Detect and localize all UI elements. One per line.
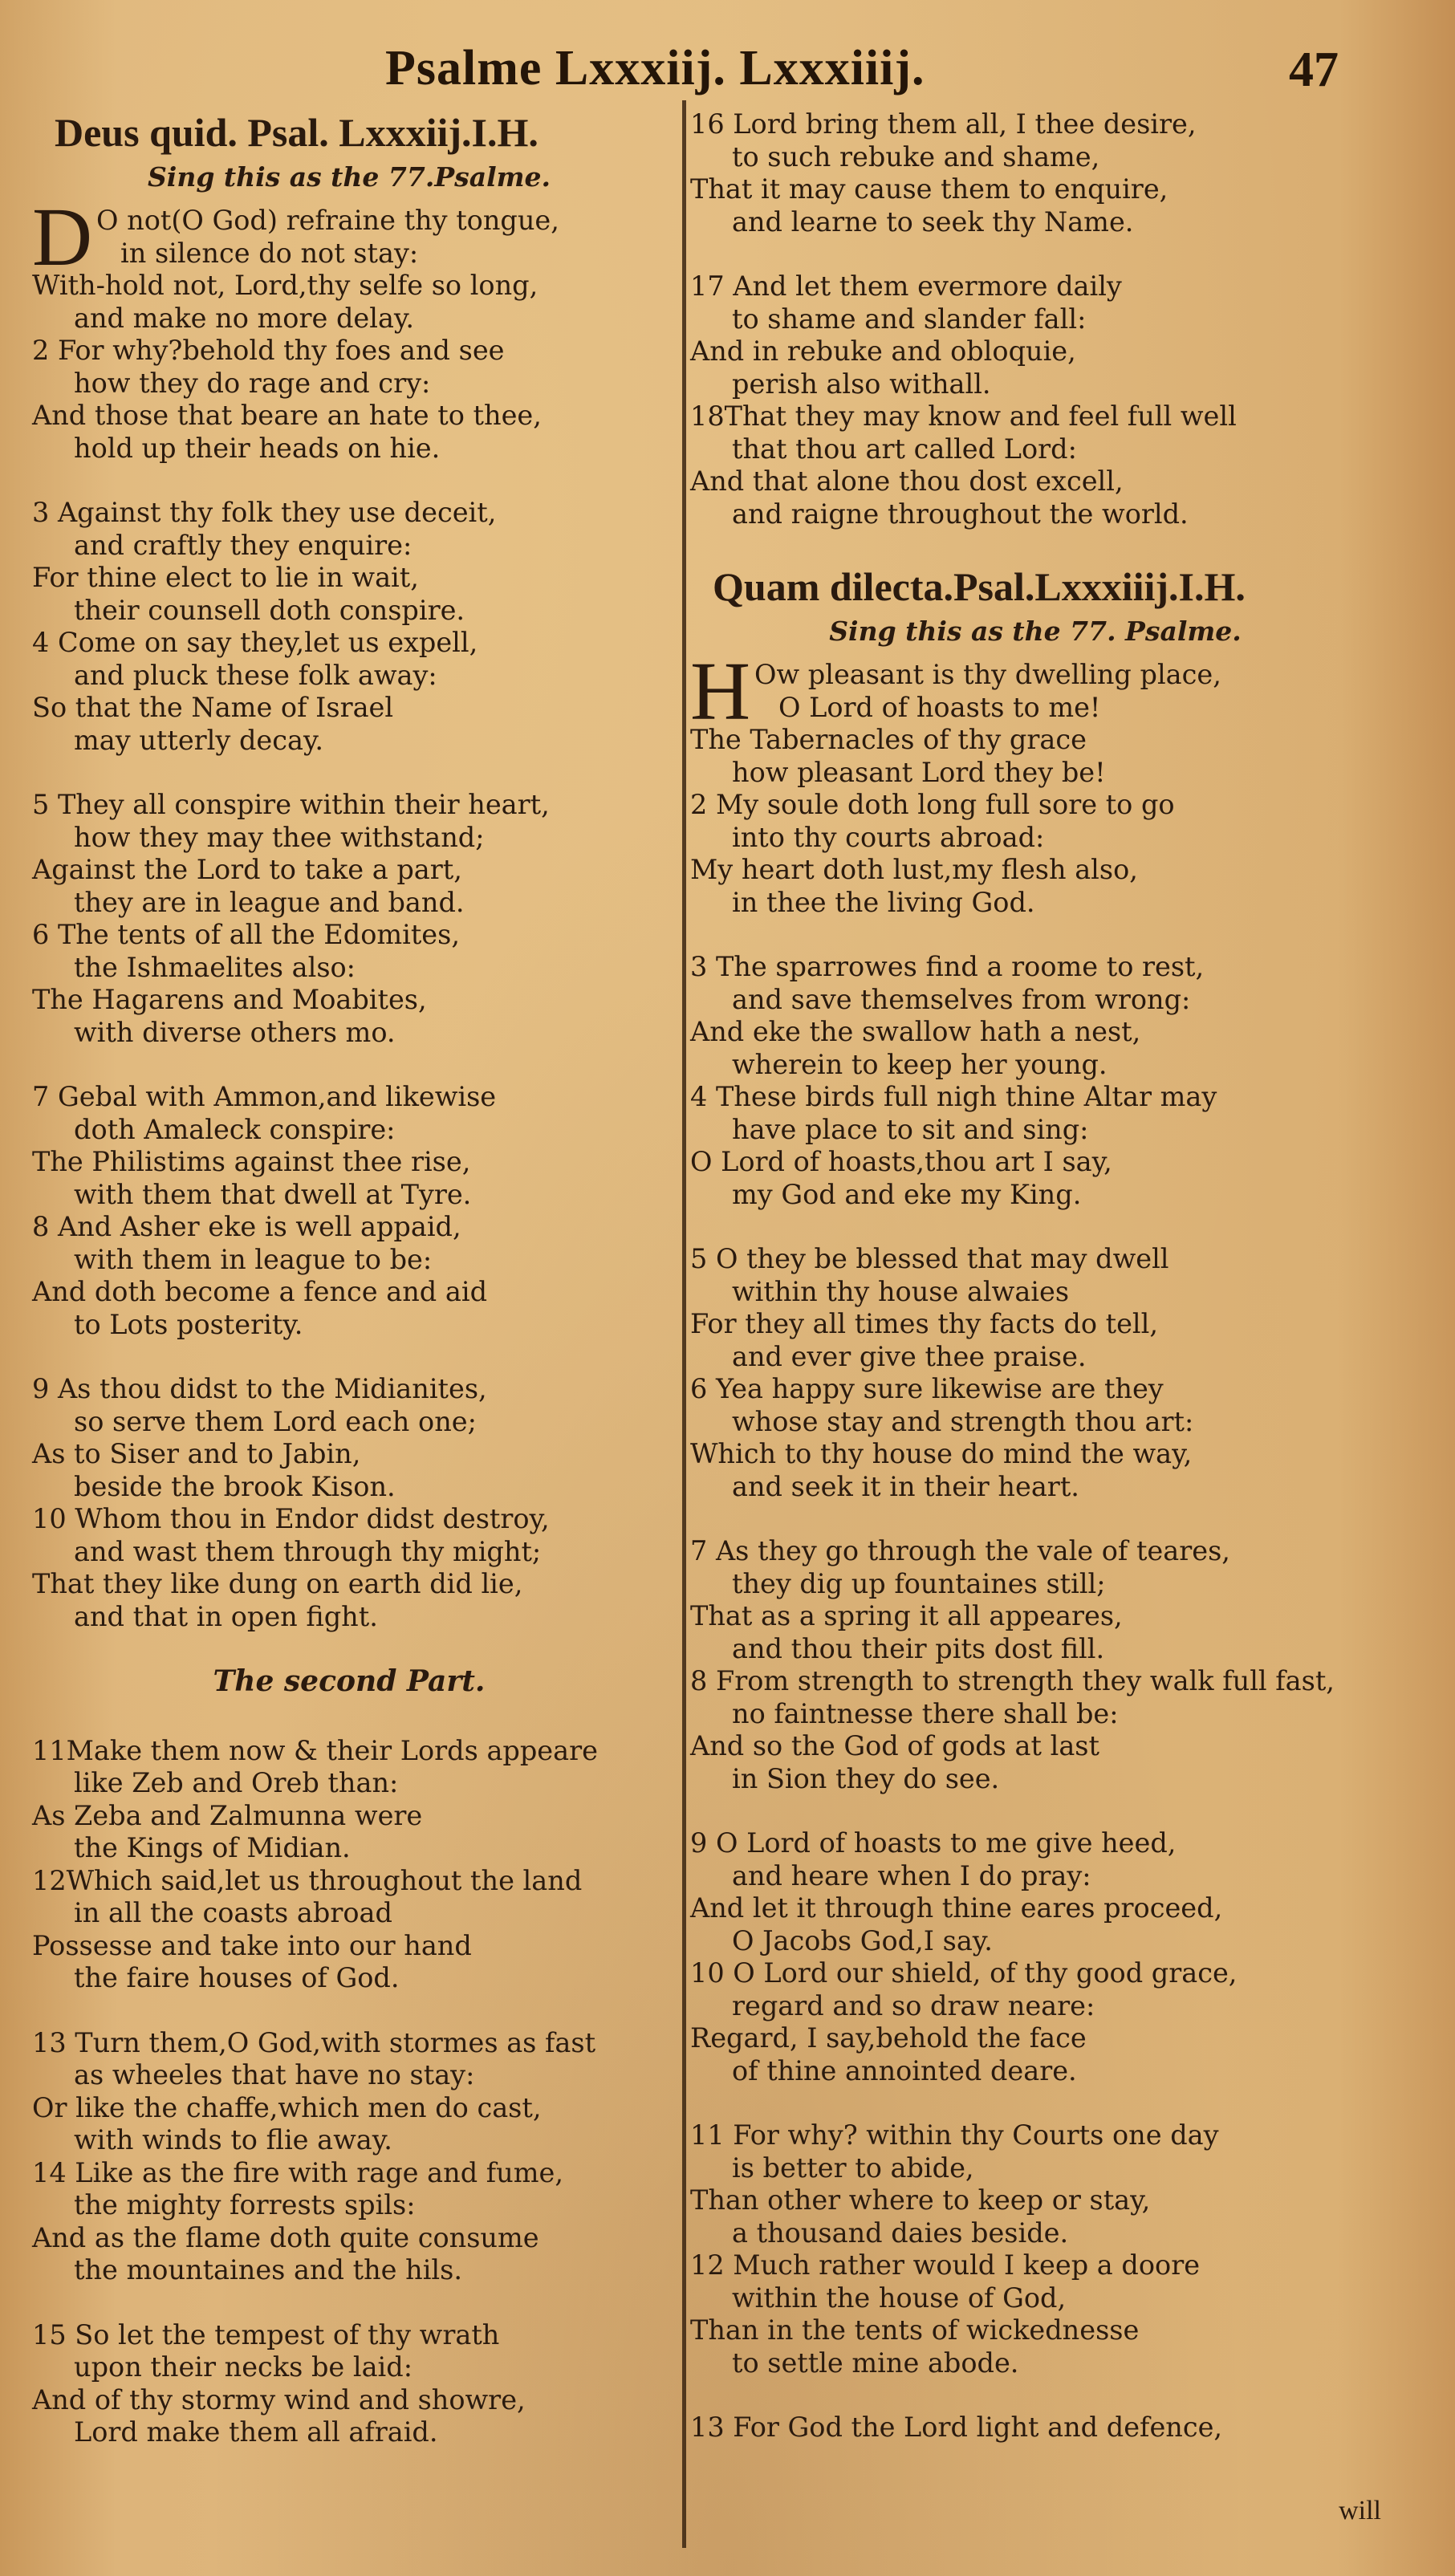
verse-line: no faintnesse there shall be: <box>732 1697 1119 1729</box>
verse-line: As Zeba and Zalmunna were <box>32 1799 423 1831</box>
psalm-84-tune: Sing this as the 77. Psalme. <box>829 616 1242 647</box>
verse-line: perish also withall. <box>732 368 991 400</box>
verse-line: may utterly decay. <box>74 724 324 756</box>
verse-line: 13 For God the Lord light and defence, <box>690 2411 1223 2443</box>
verse-line: 8 From strength to strength they walk full fast, <box>690 1665 1335 1696</box>
verse-line: For thine elect to lie in wait, <box>32 562 419 593</box>
verse-line: into thy courts abroad: <box>732 821 1045 853</box>
verse-line: Or like the chaffe,which men do cast, <box>32 2091 542 2123</box>
verse-line: how they do rage and cry: <box>74 367 431 399</box>
verse-line: 4 Come on say they,let us expell, <box>32 627 478 658</box>
verse-line: Against the Lord to take a part, <box>32 854 462 885</box>
verse-line: 4 These birds full nigh thine Altar may <box>690 1081 1217 1112</box>
stanza <box>32 497 666 757</box>
verse-line: O Jacobs God,I say. <box>732 1924 993 1956</box>
verse-line: And doth become a fence and aid <box>32 1276 488 1307</box>
verse-line: and ever give thee praise. <box>732 1340 1087 1372</box>
verse-line: with them in league to be: <box>74 1243 433 1275</box>
verse-line: And let it through thine eares proceed, <box>690 1892 1223 1924</box>
verse-line: that thou art called Lord: <box>732 433 1077 465</box>
verse-line: With-hold not, Lord,thy selfe so long, <box>32 270 539 301</box>
verse-line: doth Amaleck conspire: <box>74 1113 396 1145</box>
verse-line: the mountaines and the hils. <box>74 2254 462 2285</box>
verse-line: 10 Whom thou in Endor didst destroy, <box>32 1503 550 1534</box>
verse-line: The Hagarens and Moabites, <box>32 984 427 1015</box>
verse-line: 8 And Asher eke is well appaid, <box>32 1211 461 1242</box>
verse-line: how pleasant Lord they be! <box>732 756 1106 788</box>
verse-line: That it may cause them to enquire, <box>690 173 1168 205</box>
verse-line: my God and eke my King. <box>732 1178 1082 1210</box>
psalm-83-verses <box>32 191 666 1633</box>
verse-line: And eke the swallow hath a nest, <box>690 1016 1141 1047</box>
verse-line: 14 Like as the fire with rage and fume, <box>32 2156 564 2188</box>
verse-line: Than in the tents of wickednesse <box>690 2314 1140 2346</box>
verse-line: That they like dung on earth did lie, <box>32 1568 523 1599</box>
psalm-83-title: Deus quid. Psal. Lxxxiij.I.H. <box>55 110 539 155</box>
verse-line: 2 For why?behold thy foes and see <box>32 335 505 366</box>
verse-line: and learne to seek thy Name. <box>732 205 1134 238</box>
running-head: Psalme Lxxxiij. Lxxxiiij. <box>385 41 925 95</box>
drop-capital: D <box>32 191 93 283</box>
verse-line: 5 They all conspire within their heart, <box>32 789 550 820</box>
verse-line: 11Make them now & their Lords appeare <box>32 1734 598 1766</box>
verse-line: wherein to keep her young. <box>732 1048 1108 1080</box>
second-part-heading: The second Part. <box>213 1664 486 1698</box>
verse-line: have place to sit and sing: <box>732 1113 1089 1145</box>
verse-line: Lord make them all afraid. <box>74 2416 438 2448</box>
stanza <box>32 1735 666 1995</box>
verse-line: with them that dwell at Tyre. <box>74 1178 472 1210</box>
stanza <box>690 108 1380 238</box>
verse-line: 16 Lord bring them all, I thee desire, <box>690 108 1197 140</box>
verse-line: As to Siser and to Jabin, <box>32 1438 361 1469</box>
verse-line: upon their necks be laid: <box>74 2351 413 2383</box>
right-column <box>690 108 1380 2476</box>
verse-line: 9 As thou didst to the Midianites, <box>32 1373 487 1404</box>
stanza <box>32 2027 666 2287</box>
verse-line: 2 My soule doth long full sore to go <box>690 789 1175 820</box>
verse-line: so serve them Lord each one; <box>74 1405 477 1437</box>
verse-line: And that alone thou dost excell, <box>690 465 1124 497</box>
verse-line: they dig up fountaines still; <box>732 1567 1106 1599</box>
verse-line: 18That they may know and feel full well <box>690 400 1237 432</box>
stanza <box>690 2411 1380 2444</box>
verse-line: and that in open fight. <box>74 1600 378 1632</box>
verse-line: within thy house alwaies <box>732 1275 1070 1307</box>
verse-line: 10 O Lord our shield, of thy good grace, <box>690 1957 1238 1989</box>
verse-line: 15 So let the tempest of thy wrath <box>32 2318 500 2350</box>
verse-line: 17 And let them evermore daily <box>690 270 1122 302</box>
verse-line: And those that beare an hate to thee, <box>32 400 542 431</box>
stanza <box>32 2319 666 2449</box>
verse-line: and seek it in their heart. <box>732 1470 1079 1502</box>
verse-line: the faire houses of God. <box>74 1962 400 1993</box>
psalm-83-tune: Sing this as the 77.Psalme. <box>147 161 551 193</box>
verse-line: beside the brook Kison. <box>74 1470 396 1502</box>
verse-line: 11 For why? within thy Courts one day <box>690 2119 1219 2151</box>
verse-line: to shame and slander fall: <box>732 303 1087 335</box>
verse-line <box>32 238 666 270</box>
verse-line: 9 O Lord of hoasts to me give heed, <box>690 1827 1177 1859</box>
verse-line: to Lots posterity. <box>74 1308 303 1340</box>
verse-line: and pluck these folk away: <box>74 659 437 691</box>
verse-line: 3 Against thy folk they use deceit, <box>32 497 497 528</box>
verse-line: And as the flame doth quite consume <box>32 2221 539 2253</box>
verse-text: O Lord of hoasts to me! <box>778 691 1101 723</box>
verse-line: of thine annointed deare. <box>732 2054 1077 2086</box>
stanza <box>32 789 666 1049</box>
left-column <box>32 108 666 2481</box>
verse-line: 7 Gebal with Ammon,and likewise <box>32 1081 497 1112</box>
verse-line: and wast them through thy might; <box>74 1535 542 1567</box>
verse-text: O not(O God) refraine thy tongue, <box>96 205 559 236</box>
verse-line: Than other where to keep or stay, <box>690 2184 1151 2216</box>
stanza <box>32 191 666 465</box>
psalm-83-verses-continued <box>690 108 1380 530</box>
verse-line: their counsell doth conspire. <box>74 594 465 626</box>
verse-text: in silence do not stay: <box>120 237 419 269</box>
verse-line: and save themselves from wrong: <box>732 983 1191 1015</box>
verse-line: Possesse and take into our hand <box>32 1929 472 1961</box>
verse-line: And so the God of gods at last <box>690 1730 1099 1761</box>
verse-line: 12Which said,let us throughout the land <box>32 1864 583 1896</box>
stanza <box>690 270 1380 530</box>
verse-line: and heare when I do pray: <box>732 1859 1091 1891</box>
page-number: 47 <box>1289 43 1339 97</box>
verse-line: 12 Much rather would I keep a doore <box>690 2249 1201 2281</box>
verse-line: 6 Yea happy sure likewise are they <box>690 1373 1164 1404</box>
verse-line: how they may thee withstand; <box>74 821 485 853</box>
stanza <box>690 1243 1380 1503</box>
psalm-84-title: Quam dilecta.Psal.Lxxxiiij.I.H. <box>713 564 1246 609</box>
verse-line: The Philistims against thee rise, <box>32 1146 471 1177</box>
verse-line <box>690 692 1380 725</box>
psalm-84-verses <box>690 645 1380 2444</box>
verse-line: 5 O they be blessed that may dwell <box>690 1243 1169 1274</box>
verse-line: a thousand daies beside. <box>732 2216 1069 2249</box>
verse-line: The Tabernacles of thy grace <box>690 724 1087 755</box>
verse-line: Regard, I say,behold the face <box>690 2022 1087 2054</box>
psalm-83-verses-second-part <box>32 1735 666 2449</box>
page-header <box>0 32 1455 104</box>
stanza <box>690 1535 1380 1795</box>
verse-line: to such rebuke and shame, <box>732 140 1100 173</box>
verse-line: the Kings of Midian. <box>74 1832 351 1863</box>
verse-line: 7 As they go through the vale of teares, <box>690 1535 1230 1566</box>
verse-line: Which to thy house do mind the way, <box>690 1438 1193 1469</box>
verse-line: within the house of God, <box>732 2281 1067 2314</box>
verse-line: and raigne throughout the world. <box>732 498 1189 530</box>
stanza <box>690 645 1380 919</box>
catchword: will <box>1339 2496 1381 2525</box>
verse-line: For they all times thy facts do tell, <box>690 1308 1159 1339</box>
verse-line: to settle mine abode. <box>732 2346 1019 2379</box>
verse-line: is better to abide, <box>732 2151 974 2184</box>
verse-line: they are in league and band. <box>74 886 465 918</box>
stanza <box>32 1081 666 1341</box>
verse-line: And of thy stormy wind and showre, <box>32 2383 526 2416</box>
verse-line: regard and so draw neare: <box>732 1989 1095 2021</box>
verse-line: My heart doth lust,my flesh also, <box>690 854 1138 885</box>
verse-line: with diverse others mo. <box>74 1016 396 1048</box>
verse-line: So that the Name of Israel <box>32 692 394 723</box>
verse-line: 3 The sparrowes find a roome to rest, <box>690 951 1205 982</box>
verse-line: the mighty forrests spils: <box>74 2189 416 2220</box>
verse-line: O Lord of hoasts,thou art I say, <box>690 1146 1112 1177</box>
verse-line: 6 The tents of all the Edomites, <box>32 919 460 950</box>
stanza <box>32 1373 666 1633</box>
verse-line: with winds to flie away. <box>74 2124 392 2155</box>
verse-line: and craftly they enquire: <box>74 529 413 561</box>
verse-line: 13 Turn them,O God,with stormes as fast <box>32 2026 596 2058</box>
verse-line: And in rebuke and obloquie, <box>690 335 1076 367</box>
stanza <box>690 951 1380 1211</box>
verse-line: and thou their pits dost fill. <box>732 1632 1105 1664</box>
stanza <box>690 1827 1380 2087</box>
verse-line: the Ishmaelites also: <box>74 951 356 983</box>
verse-line: in thee the living God. <box>732 886 1035 918</box>
verse-line: and make no more delay. <box>74 302 415 334</box>
verse-line: That as a spring it all appeares, <box>690 1600 1123 1631</box>
verse-line: in all the coasts abroad <box>74 1897 392 1928</box>
verse-line: hold up their heads on hie. <box>74 432 441 464</box>
stanza <box>690 2119 1380 2379</box>
verse-line: as wheeles that have no stay: <box>74 2059 475 2090</box>
column-divider <box>682 100 686 2548</box>
verse-line: in Sion they do see. <box>732 1762 1000 1794</box>
verse-line: whose stay and strength thou art: <box>732 1405 1194 1437</box>
verse-text: Ow pleasant is thy dwelling place, <box>754 659 1221 690</box>
drop-capital: H <box>690 645 751 737</box>
verse-line: like Zeb and Oreb than: <box>74 1767 399 1798</box>
